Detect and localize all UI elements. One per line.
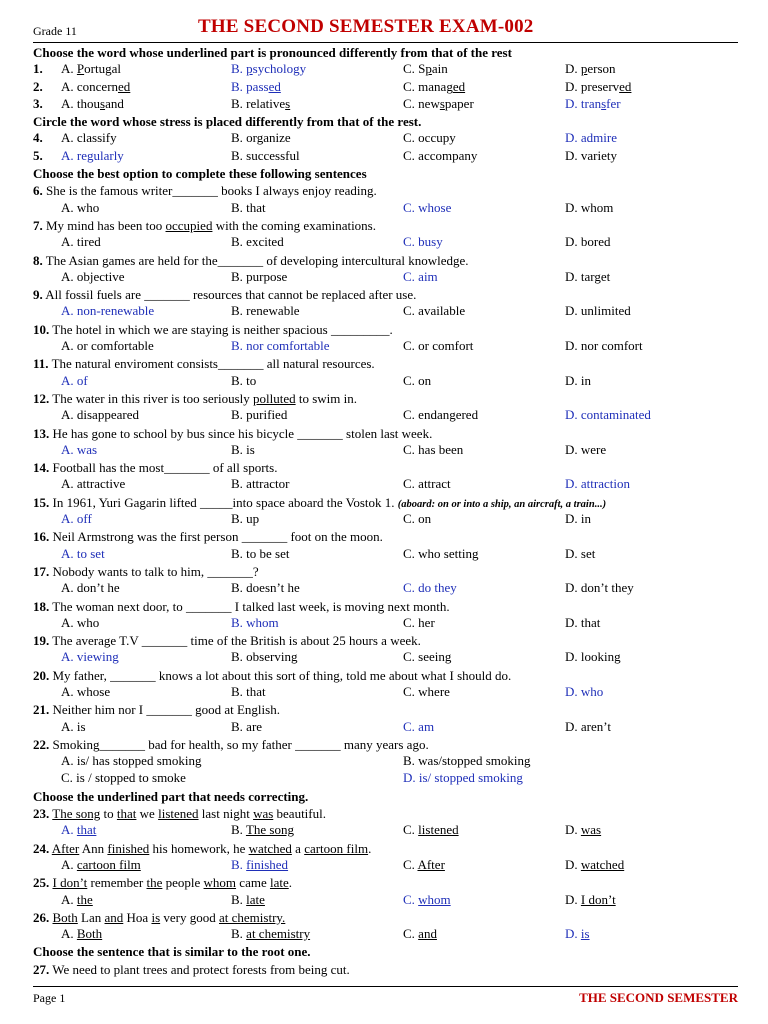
option-b[interactable]: B. doesn’t he [231, 580, 300, 596]
question-text: The water in this river is too seriously polluted to swim in. [52, 390, 358, 406]
option-b[interactable]: B. was/stopped smoking [403, 753, 531, 769]
question-15-options [33, 511, 738, 528]
option-d[interactable]: D. was [565, 822, 602, 838]
option-b[interactable]: B. that [231, 199, 266, 215]
option-d[interactable]: D. unlimited [565, 303, 631, 319]
option-d[interactable]: D. were [565, 441, 607, 457]
option-a[interactable]: A. is/ has stopped smoking [61, 753, 202, 769]
option-b[interactable]: B. at chemistry [231, 926, 311, 942]
option-a[interactable]: A. thousand [61, 95, 124, 111]
option-c[interactable]: C. busy [403, 234, 443, 250]
option-c[interactable]: C. occupy [403, 130, 456, 146]
question-text: Both Lan and Hoa is very good at chemistry. [52, 909, 286, 925]
grade-label: Grade 11 [33, 24, 77, 38]
question-12-options [33, 407, 738, 424]
option-a[interactable]: A. concerned [61, 78, 131, 94]
question-21 [33, 701, 738, 718]
option-a[interactable]: A. was [61, 441, 98, 457]
option-c[interactable]: C. where [403, 683, 450, 699]
question-9 [33, 286, 738, 303]
question-26 [33, 909, 738, 926]
question-number: 3. [33, 95, 43, 111]
option-a[interactable]: A. is [61, 718, 86, 734]
question-24 [33, 840, 738, 857]
question-number: 15. [33, 494, 50, 510]
option-a[interactable]: A. the [61, 891, 93, 907]
option-a[interactable]: A. who [61, 199, 100, 215]
question-number: 1. [33, 61, 43, 77]
question-text: In 1961, Yuri Gagarin lifted _____into space aboard the Vostok 1. [52, 494, 395, 510]
option-c[interactable]: C. Spain [403, 61, 448, 77]
question-note: (aboard: on or into a ship, an aircraft, a train...) [397, 498, 607, 510]
question-22-options-2 [33, 770, 738, 787]
option-d[interactable]: D. person [565, 61, 616, 77]
question-11 [33, 355, 738, 372]
question-23 [33, 805, 738, 822]
option-a[interactable]: A. tired [61, 234, 101, 250]
question-18 [33, 598, 738, 615]
option-a[interactable]: A. cartoon film [61, 856, 141, 872]
option-d[interactable]: D. who [565, 683, 604, 699]
option-b[interactable]: B. whom [231, 614, 279, 630]
question-number: 22. [33, 736, 50, 752]
option-b[interactable]: B. to [231, 372, 257, 388]
question-number: 4. [33, 130, 43, 146]
question-text: Football has the most_______ of all sports. [52, 460, 278, 476]
footer-title: THE SECOND SEMESTER [579, 990, 738, 1005]
option-c[interactable]: C. After [403, 856, 445, 872]
question-number: 21. [33, 702, 50, 718]
question-13-options [33, 442, 738, 459]
option-b[interactable]: B. up [231, 511, 260, 527]
option-b[interactable]: B. to be set [231, 545, 290, 561]
question-18-options [33, 615, 738, 632]
question-20 [33, 667, 738, 684]
option-d[interactable]: D. attraction [565, 476, 630, 492]
question-number: 11. [33, 356, 49, 372]
option-d[interactable]: D. bored [565, 234, 611, 250]
question-number: 26. [33, 909, 50, 925]
option-b[interactable]: B. is [231, 441, 255, 457]
question-27 [33, 961, 738, 978]
question-number: 14. [33, 460, 50, 476]
question-text: He has gone to school by bus since his bicycle _______ stolen last week. [52, 425, 433, 441]
question-21-options [33, 719, 738, 736]
question-13 [33, 425, 738, 442]
option-d[interactable]: D. I don’t [565, 891, 616, 907]
option-c[interactable]: C. endangered [403, 407, 479, 423]
question-number: 16. [33, 529, 50, 545]
section-heading: Choose the underlined part that needs correcting. [33, 788, 309, 804]
question-text: She is the famous writer_______ books I always enjoy reading. [46, 183, 377, 199]
question-8 [33, 252, 738, 269]
question-6-options [33, 200, 738, 217]
question-text: My father, _______ knows a lot about this sort of thing, told me about what I should do. [52, 667, 512, 683]
question-text: The average T.V _______ time of the British is about 25 hours a week. [52, 633, 421, 649]
question-25-options [33, 892, 738, 909]
option-c[interactable]: C. seeing [403, 649, 452, 665]
question-text: I don’t remember the people whom came late. [52, 875, 292, 891]
question-5 [33, 148, 738, 165]
question-26-options [33, 926, 738, 943]
question-7 [33, 217, 738, 234]
page-number: Page 1 [33, 991, 66, 1005]
option-a[interactable]: A. attractive [61, 476, 126, 492]
option-b[interactable]: B. organize [231, 130, 291, 146]
question-text: After Ann finished his homework, he watched a cartoon film. [51, 840, 372, 856]
question-1 [33, 61, 738, 78]
option-c[interactable]: C. accompany [403, 147, 478, 163]
question-9-options [33, 303, 738, 320]
option-b[interactable]: B. purified [231, 407, 288, 423]
option-c[interactable]: C. available [403, 303, 466, 319]
question-22-options-1 [33, 753, 738, 770]
question-17-options [33, 580, 738, 597]
page-header [33, 14, 738, 43]
question-10-options [33, 338, 738, 355]
option-c[interactable]: C. attract [403, 476, 451, 492]
option-c[interactable]: C. or comfort [403, 338, 474, 354]
option-c[interactable]: C. aim [403, 268, 438, 284]
option-d[interactable]: D. preserved [565, 78, 632, 94]
question-text: Neither him nor I _______ good at English. [52, 702, 280, 718]
option-a[interactable]: A. regularly [61, 147, 124, 163]
question-15 [33, 494, 738, 511]
question-number: 24. [33, 840, 50, 856]
option-c[interactable]: C. her [403, 614, 435, 630]
option-d[interactable]: D. is/ stopped smoking [403, 770, 523, 786]
question-number: 25. [33, 875, 50, 891]
question-text: The song to that we listened last night was beautiful. [52, 806, 326, 822]
question-number: 7. [33, 217, 43, 233]
question-text: All fossil fuels are _______ resources that cannot be replaced after use. [45, 287, 417, 303]
question-4 [33, 130, 738, 147]
option-b[interactable]: B. psychology [231, 61, 307, 77]
question-number: 27. [33, 961, 50, 977]
question-10 [33, 321, 738, 338]
option-b[interactable]: B. finished [231, 856, 289, 872]
question-7-options [33, 234, 738, 251]
question-number: 8. [33, 252, 43, 268]
question-8-options [33, 269, 738, 286]
option-d[interactable]: D. set [565, 545, 596, 561]
question-number: 20. [33, 667, 50, 683]
option-c[interactable]: C. is / stopped to smoke [61, 770, 186, 786]
exam-title: THE SECOND SEMESTER EXAM-002 [198, 16, 534, 37]
question-number: 17. [33, 563, 50, 579]
section-heading: Choose the sentence that is similar to the root one. [33, 944, 311, 960]
section-heading: Choose the word whose underlined part is pronounced differently from that of the rest [33, 45, 512, 60]
option-c[interactable]: C. managed [403, 78, 466, 94]
question-number: 5. [33, 147, 43, 163]
question-text: Nobody wants to talk to him, _______? [52, 563, 259, 579]
question-25 [33, 874, 738, 891]
question-17 [33, 563, 738, 580]
question-text: My mind has been too occupied with the coming examinations. [46, 217, 376, 233]
question-number: 23. [33, 806, 50, 822]
option-d[interactable]: D. whom [565, 199, 614, 215]
option-b[interactable]: B. attractor [231, 476, 290, 492]
question-19-options [33, 649, 738, 666]
question-text: Smoking_______ bad for health, so my father _______ many years ago. [52, 736, 429, 752]
option-d[interactable]: D. contaminated [565, 407, 651, 423]
question-number: 2. [33, 78, 43, 94]
question-text: The hotel in which we are staying is neither spacious _________. [52, 321, 393, 337]
option-a[interactable]: A. that [61, 822, 97, 838]
option-a[interactable]: A. whose [61, 683, 111, 699]
option-b[interactable]: B. successful [231, 147, 300, 163]
question-number: 10. [33, 321, 50, 337]
option-b[interactable]: B. observing [231, 649, 298, 665]
option-a[interactable]: A. or comfortable [61, 338, 154, 354]
option-d[interactable]: D. aren’t [565, 718, 611, 734]
question-text: Neil Armstrong was the first person _______ foot on the moon. [52, 529, 383, 545]
question-23-options [33, 822, 738, 839]
section-heading: Choose the best option to complete these following sentences [33, 166, 367, 182]
option-d[interactable]: D. in [565, 511, 591, 527]
option-a[interactable]: A. non-renewable [61, 303, 155, 319]
question-11-options [33, 373, 738, 390]
question-14 [33, 459, 738, 476]
page-footer [33, 986, 738, 1005]
option-a[interactable]: A. of [61, 372, 88, 388]
option-a[interactable]: A. to set [61, 545, 105, 561]
question-number: 6. [33, 183, 43, 199]
option-d[interactable]: D. transfer [565, 95, 621, 111]
option-c[interactable]: C. on [403, 372, 432, 388]
option-d[interactable]: D. don’t they [565, 580, 634, 596]
option-b[interactable]: B. passed [231, 78, 281, 94]
option-d[interactable]: D. variety [565, 147, 617, 163]
option-c[interactable]: C. has been [403, 441, 464, 457]
option-d[interactable]: D. nor comfort [565, 338, 643, 354]
question-12 [33, 390, 738, 407]
question-number: 12. [33, 390, 50, 406]
question-19 [33, 632, 738, 649]
question-number: 13. [33, 425, 50, 441]
question-24-options [33, 857, 738, 874]
option-b[interactable]: B. are [231, 718, 263, 734]
question-3 [33, 96, 738, 113]
option-d[interactable]: D. that [565, 614, 601, 630]
question-22 [33, 736, 738, 753]
question-number: 19. [33, 633, 50, 649]
option-b[interactable]: B. renewable [231, 303, 300, 319]
option-a[interactable]: A. disappeared [61, 407, 139, 423]
option-c[interactable]: C. do they [403, 580, 457, 596]
option-b[interactable]: B. excited [231, 234, 284, 250]
question-text: The natural enviroment consists_______ all natural resources. [51, 356, 375, 372]
option-d[interactable]: D. admire [565, 130, 617, 146]
question-number: 18. [33, 598, 50, 614]
option-a[interactable]: A. who [61, 614, 100, 630]
section-heading: Circle the word whose stress is placed differently from that of the rest. [33, 114, 422, 130]
option-a[interactable]: A. don’t he [61, 580, 120, 596]
question-number: 9. [33, 287, 43, 303]
option-c[interactable]: C. am [403, 718, 435, 734]
option-d[interactable]: D. target [565, 268, 611, 284]
question-text: The woman next door, to _______ I talked last week, is moving next month. [52, 598, 450, 614]
option-a[interactable]: A. off [61, 511, 92, 527]
option-b[interactable]: B. that [231, 683, 266, 699]
option-c[interactable]: C. whom [403, 891, 451, 907]
question-20-options [33, 684, 738, 701]
option-c[interactable]: C. whose [403, 199, 452, 215]
option-a[interactable]: A. objective [61, 268, 125, 284]
option-b[interactable]: B. purpose [231, 268, 288, 284]
option-c[interactable]: C. and [403, 926, 437, 942]
question-2 [33, 79, 738, 96]
question-text: We need to plant trees and protect forests from being cut. [52, 961, 350, 977]
option-c[interactable]: C. on [403, 511, 432, 527]
option-d[interactable]: D. in [565, 372, 591, 388]
option-c[interactable]: C. who setting [403, 545, 479, 561]
option-d[interactable]: D. is [565, 926, 590, 942]
option-d[interactable]: D. looking [565, 649, 621, 665]
option-d[interactable]: D. watched [565, 856, 625, 872]
option-a[interactable]: A. viewing [61, 649, 119, 665]
question-16-options [33, 546, 738, 563]
option-a[interactable]: A. classify [61, 130, 117, 146]
option-b[interactable]: B. nor comfortable [231, 338, 330, 354]
option-a[interactable]: A. Both [61, 926, 103, 942]
option-b[interactable]: B. The song [231, 822, 294, 838]
option-c[interactable]: C. listened [403, 822, 459, 838]
question-14-options [33, 476, 738, 493]
option-b[interactable]: B. late [231, 891, 265, 907]
option-c[interactable]: C. newspaper [403, 95, 474, 111]
question-6 [33, 182, 738, 199]
option-a[interactable]: A. Portugal [61, 61, 121, 77]
question-text: The Asian games are held for the_______ of developing intercultural knowledge. [45, 252, 469, 268]
exam-content [33, 44, 738, 978]
question-16 [33, 528, 738, 545]
option-b[interactable]: B. relatives [231, 95, 291, 111]
